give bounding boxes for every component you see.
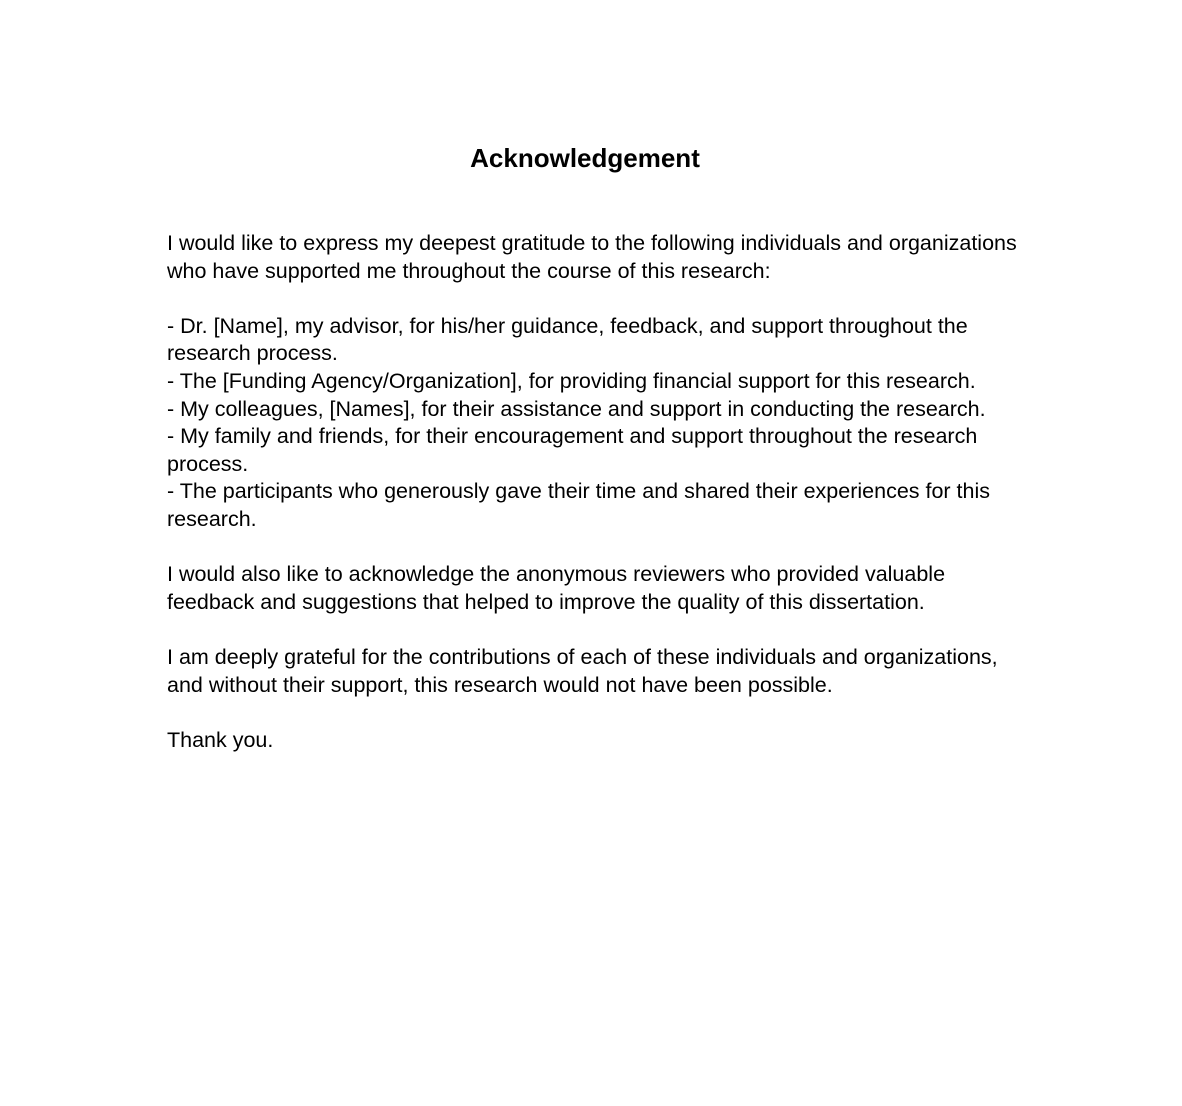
list-item: - My family and friends, for their encouragement and support throughout the research process. xyxy=(167,424,978,476)
acknowledgement-list xyxy=(167,313,1027,534)
intro-paragraph: I would like to express my deepest gratitude to the following individuals and organizations who have supported me throughout the course of this research: xyxy=(167,231,1017,283)
list-item: - My colleagues, [Names], for their assistance and support in conducting the research. xyxy=(167,396,986,421)
gratitude-paragraph: I am deeply grateful for the contributions of each of these individuals and organizations, and without their support, this research would not have been possible. xyxy=(167,644,998,697)
list-item: - Dr. [Name], my advisor, for his/her guidance, feedback, and support throughout the research process. xyxy=(167,313,968,366)
list-item: - The participants who generously gave their time and shared their experiences for this research. xyxy=(167,479,991,531)
document-body xyxy=(167,230,1027,782)
document-title: Acknowledgement xyxy=(470,143,700,173)
closing-line: Thank you. xyxy=(167,727,274,752)
reviewers-paragraph: I would also like to acknowledge the anonymous reviewers who provided valuable feedback and suggestions that helped to improve the quality of this dissertation. xyxy=(167,562,946,614)
list-item: - The [Funding Agency/Organization], for providing financial support for this research. xyxy=(167,368,976,393)
